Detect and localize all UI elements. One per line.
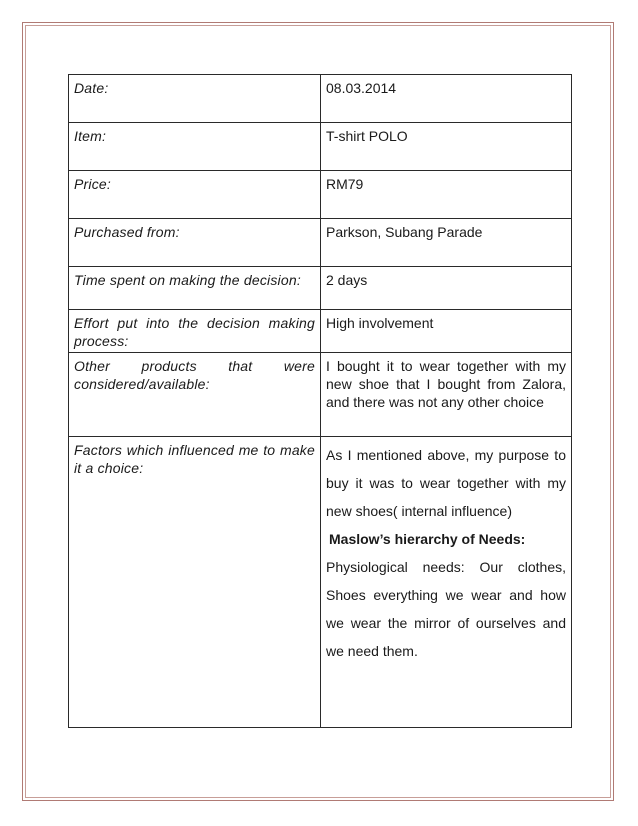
time-spent-label: Time spent on making the decision: bbox=[74, 272, 301, 288]
time-spent-value: 2 days bbox=[326, 272, 368, 288]
label-cell bbox=[69, 75, 321, 123]
table-row bbox=[69, 123, 572, 171]
value-cell bbox=[321, 353, 572, 437]
table-row bbox=[69, 437, 572, 728]
label-cell bbox=[69, 171, 321, 219]
label-cell bbox=[69, 267, 321, 310]
label-cell bbox=[69, 437, 321, 728]
table-row bbox=[69, 75, 572, 123]
label-cell bbox=[69, 219, 321, 267]
table-row bbox=[69, 353, 572, 437]
label-cell bbox=[69, 310, 321, 353]
table-row bbox=[69, 310, 572, 353]
value-cell bbox=[321, 267, 572, 310]
item-label: Item: bbox=[74, 128, 107, 144]
value-cell bbox=[321, 75, 572, 123]
label-cell bbox=[69, 123, 321, 171]
factors-intro-text: As I mentioned above, my purpose to buy it was to wear together with my new shoes( internal influence) bbox=[326, 447, 566, 519]
effort-label: Effort put into the decision making process: bbox=[74, 315, 315, 349]
value-cell bbox=[321, 123, 572, 171]
effort-value: High involvement bbox=[326, 315, 434, 331]
table-row bbox=[69, 219, 572, 267]
date-label: Date: bbox=[74, 80, 109, 96]
factors-value-cell bbox=[321, 437, 572, 728]
table-row bbox=[69, 267, 572, 310]
item-value: T-shirt POLO bbox=[326, 128, 408, 144]
value-cell bbox=[321, 310, 572, 353]
table-row bbox=[69, 171, 572, 219]
price-value: RM79 bbox=[326, 176, 364, 192]
date-value: 08.03.2014 bbox=[326, 80, 397, 96]
value-cell bbox=[321, 171, 572, 219]
price-label: Price: bbox=[74, 176, 111, 192]
purchase-record-table bbox=[68, 74, 572, 728]
purchased-from-label: Purchased from: bbox=[74, 224, 180, 240]
other-products-value: I bought it to wear together with my new shoe that I bought from Zalora, and there was not any other choice bbox=[326, 358, 566, 410]
other-products-label: Other products that were considered/available: bbox=[74, 358, 315, 392]
maslow-heading: Maslow’s hierarchy of Needs: bbox=[329, 531, 526, 547]
factors-body-text: Physiological needs: Our clothes, Shoes everything we wear and how we wear the mirror of ourselves and we need them. bbox=[326, 559, 566, 659]
value-cell bbox=[321, 219, 572, 267]
purchased-from-value: Parkson, Subang Parade bbox=[326, 224, 483, 240]
factors-label: Factors which influenced me to make it a choice: bbox=[74, 442, 315, 476]
label-cell bbox=[69, 353, 321, 437]
